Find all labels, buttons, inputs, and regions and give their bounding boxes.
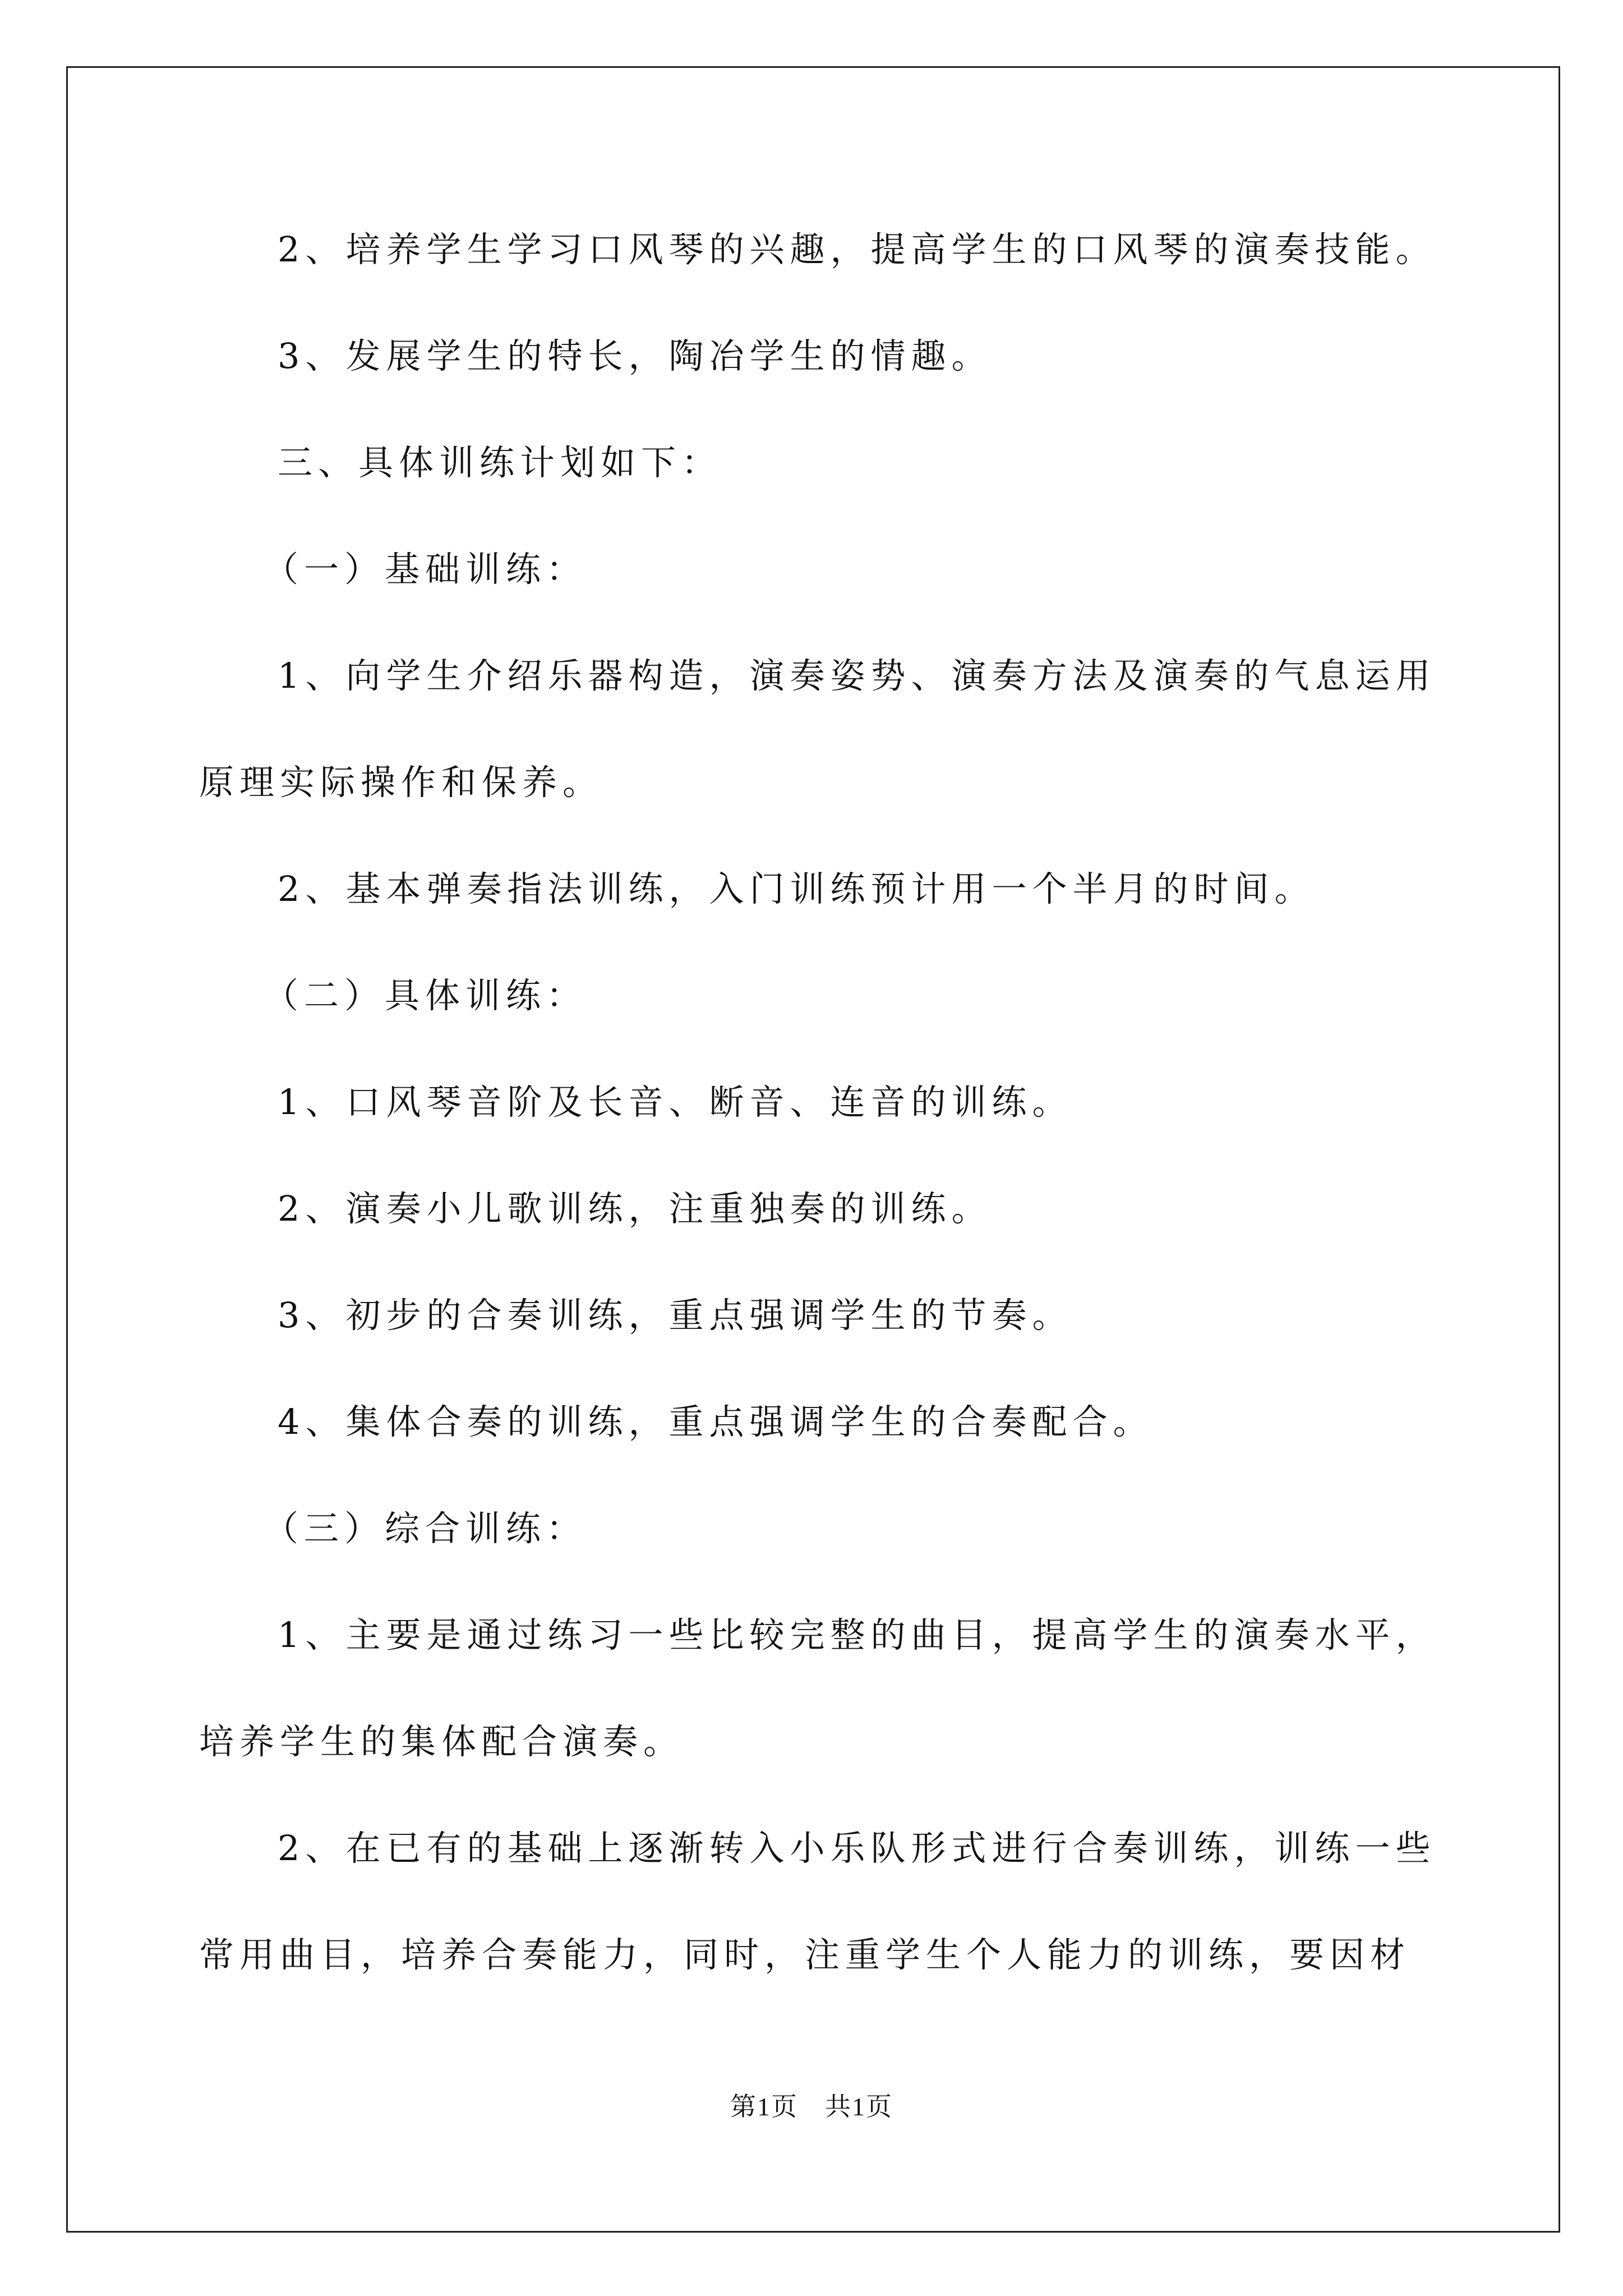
paragraph-line: 2、培养学生学习口风琴的兴趣，提高学生的口风琴的演奏技能。 [278,229,1436,270]
page-border [66,66,1560,2233]
paragraph-line: 1、向学生介绍乐器构造，演奏姿势、演奏方法及演奏的气息运用 [278,655,1436,696]
paragraph-line: 1、口风琴音阶及长音、断音、连音的训练。 [278,1082,1073,1122]
paragraph-line: 常用曲目，培养合奏能力，同时，注重学生个人能力的训练，要因材 [199,1934,1411,1975]
paragraph-line: 2、在已有的基础上逐渐转入小乐队形式进行合奏训练，训练一些 [278,1828,1436,1869]
paragraph-line: 3、发展学生的特长，陶冶学生的情趣。 [278,335,992,376]
subsection-heading: （三）综合训练： [264,1508,587,1549]
paragraph-line: 培养学生的集体配合演奏。 [199,1721,684,1762]
subsection-heading: （一）基础训练： [264,549,587,590]
subsection-heading: （二）具体训练： [264,975,587,1016]
paragraph-line: 原理实际操作和保养。 [199,762,603,803]
paragraph-line: 3、初步的合奏训练，重点强调学生的节奏。 [278,1295,1073,1336]
paragraph-line: 1、主要是通过练习一些比较完整的曲目，提高学生的演奏水平， [278,1614,1436,1655]
paragraph-line: 4、集体合奏的训练，重点强调学生的合奏配合。 [278,1401,1154,1442]
section-heading: 三、具体训练计划如下： [278,442,722,483]
paragraph-line: 2、演奏小儿歌训练，注重独奏的训练。 [278,1188,992,1229]
page-footer: 第1页 共1页 [730,2092,893,2121]
paragraph-line: 2、基本弹奏指法训练，入门训练预计用一个半月的时间。 [278,868,1315,909]
